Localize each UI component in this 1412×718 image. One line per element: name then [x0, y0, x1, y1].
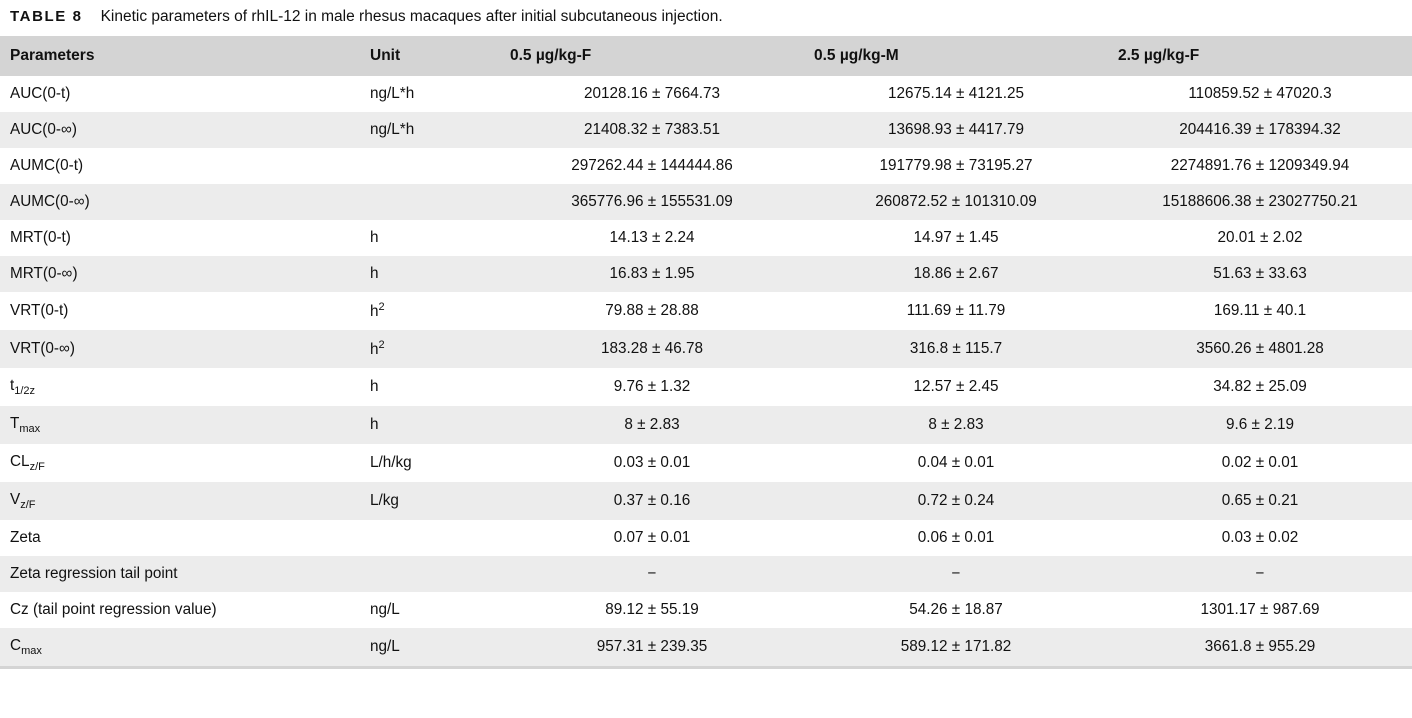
cell-value-3: 20.01 ± 2.02 [1108, 220, 1412, 256]
cell-value-1: − [500, 556, 804, 592]
cell-unit: ng/L*h [360, 76, 500, 112]
cell-unit: $h^2$ [360, 292, 500, 330]
table-row [0, 184, 1412, 220]
cell-parameter: MRT(0-∞) [0, 256, 360, 292]
cell-unit: L/kg [360, 482, 500, 520]
table-row [0, 628, 1412, 666]
cell-parameter: Zeta regression tail point [0, 556, 360, 592]
parameter-subscript: max [19, 423, 41, 436]
cell-parameter: $CL_{z/F}$ [0, 444, 360, 482]
cell-value-2: 0.72 ± 0.24 [804, 482, 1108, 520]
cell-value-2: 0.04 ± 0.01 [804, 444, 1108, 482]
cell-parameter: AUMC(0-∞) [0, 184, 360, 220]
cell-value-3: 2274891.76 ± 1209349.94 [1108, 148, 1412, 184]
cell-parameter: MRT(0-t) [0, 220, 360, 256]
cell-unit: ng/L*h [360, 112, 500, 148]
column-header-dose-05-f: 0.5 µg/kg-F [500, 36, 804, 76]
cell-value-3: 169.11 ± 40.1 [1108, 292, 1412, 330]
cell-value-2: 589.12 ± 171.82 [804, 628, 1108, 666]
table-row [0, 330, 1412, 368]
cell-unit [360, 184, 500, 220]
cell-parameter: Zeta [0, 520, 360, 556]
cell-value-3: 3560.26 ± 4801.28 [1108, 330, 1412, 368]
cell-unit [360, 148, 500, 184]
cell-value-2: − [804, 556, 1108, 592]
table-caption-label: TABLE 8 [10, 8, 83, 25]
cell-value-1: 183.28 ± 46.78 [500, 330, 804, 368]
cell-value-3: 9.6 ± 2.19 [1108, 406, 1412, 444]
column-header-parameters: Parameters [0, 36, 360, 76]
unit-superscript: 2 [378, 339, 385, 352]
table-row [0, 556, 1412, 592]
column-header-dose-05-m: 0.5 µg/kg-M [804, 36, 1108, 76]
parameter-subscript: max [21, 645, 42, 658]
cell-parameter: AUC(0-t) [0, 76, 360, 112]
table-row [0, 112, 1412, 148]
cell-value-2: 54.26 ± 18.87 [804, 592, 1108, 628]
table-caption [0, 0, 1412, 36]
unit-superscript: 2 [378, 301, 385, 313]
cell-value-1: 365776.96 ± 155531.09 [500, 184, 804, 220]
cell-value-2: 13698.93 ± 4417.79 [804, 112, 1108, 148]
cell-unit: ng/L [360, 628, 500, 666]
column-header-unit: Unit [360, 36, 500, 76]
parameter-subscript: 1/2z [14, 385, 36, 398]
parameter-subscript: z/F [20, 499, 36, 512]
cell-parameter: VRT(0-∞) [0, 330, 360, 368]
cell-value-2: 260872.52 ± 101310.09 [804, 184, 1108, 220]
table-row [0, 406, 1412, 444]
table-row [0, 368, 1412, 406]
table-header-row [0, 36, 1412, 76]
cell-value-1: 20128.16 ± 7664.73 [500, 76, 804, 112]
cell-value-3: − [1108, 556, 1412, 592]
table-header [0, 36, 1412, 76]
table-body [0, 76, 1412, 666]
parameter-subscript: z/F [29, 461, 45, 474]
cell-parameter: VRT(0-t) [0, 292, 360, 330]
table-row [0, 520, 1412, 556]
cell-value-2: 18.86 ± 2.67 [804, 256, 1108, 292]
cell-unit [360, 556, 500, 592]
cell-value-1: 16.83 ± 1.95 [500, 256, 804, 292]
column-header-dose-25-f: 2.5 µg/kg-F [1108, 36, 1412, 76]
table-bottom-rule [0, 666, 1412, 669]
cell-value-3: 51.63 ± 33.63 [1108, 256, 1412, 292]
table-row [0, 592, 1412, 628]
cell-parameter: AUMC(0-t) [0, 148, 360, 184]
cell-unit [360, 520, 500, 556]
cell-value-3: 0.03 ± 0.02 [1108, 520, 1412, 556]
cell-value-2: 111.69 ± 11.79 [804, 292, 1108, 330]
cell-unit: $h^2$ [360, 330, 500, 368]
cell-value-1: 79.88 ± 28.88 [500, 292, 804, 330]
cell-value-1: 957.31 ± 239.35 [500, 628, 804, 666]
cell-value-1: 21408.32 ± 7383.51 [500, 112, 804, 148]
cell-value-1: 9.76 ± 1.32 [500, 368, 804, 406]
cell-value-2: 14.97 ± 1.45 [804, 220, 1108, 256]
cell-unit: h [360, 256, 500, 292]
cell-value-3: 1301.17 ± 987.69 [1108, 592, 1412, 628]
cell-value-1: 297262.44 ± 144444.86 [500, 148, 804, 184]
cell-value-1: 0.07 ± 0.01 [500, 520, 804, 556]
cell-unit: L/h/kg [360, 444, 500, 482]
cell-value-1: 0.37 ± 0.16 [500, 482, 804, 520]
cell-unit: h [360, 368, 500, 406]
cell-value-3: 15188606.38 ± 23027750.21 [1108, 184, 1412, 220]
cell-unit: h [360, 220, 500, 256]
cell-value-2: 191779.98 ± 73195.27 [804, 148, 1108, 184]
table-row [0, 148, 1412, 184]
table-row [0, 444, 1412, 482]
table-row [0, 256, 1412, 292]
cell-value-1: 8 ± 2.83 [500, 406, 804, 444]
cell-value-2: 8 ± 2.83 [804, 406, 1108, 444]
cell-value-3: 0.02 ± 0.01 [1108, 444, 1412, 482]
cell-value-1: 14.13 ± 2.24 [500, 220, 804, 256]
cell-value-2: 12675.14 ± 4121.25 [804, 76, 1108, 112]
cell-parameter: $t_{1/2z}$ [0, 368, 360, 406]
cell-parameter: $C_{max}$ [0, 628, 360, 666]
table-row [0, 482, 1412, 520]
cell-value-3: 110859.52 ± 47020.3 [1108, 76, 1412, 112]
cell-value-3: 204416.39 ± 178394.32 [1108, 112, 1412, 148]
cell-value-3: 3661.8 ± 955.29 [1108, 628, 1412, 666]
cell-parameter: $T_{max}$ [0, 406, 360, 444]
cell-value-1: 89.12 ± 55.19 [500, 592, 804, 628]
cell-unit: h [360, 406, 500, 444]
table-row [0, 292, 1412, 330]
cell-unit: ng/L [360, 592, 500, 628]
cell-parameter: $V_{z/F}$ [0, 482, 360, 520]
cell-value-2: 316.8 ± 115.7 [804, 330, 1108, 368]
cell-value-2: 0.06 ± 0.01 [804, 520, 1108, 556]
cell-value-1: 0.03 ± 0.01 [500, 444, 804, 482]
cell-parameter: Cz (tail point regression value) [0, 592, 360, 628]
table-caption-text: Kinetic parameters of rhIL-12 in male rhesus macaques after initial subcutaneous injection. [100, 8, 723, 25]
cell-value-2: 12.57 ± 2.45 [804, 368, 1108, 406]
table-row [0, 220, 1412, 256]
cell-value-3: 34.82 ± 25.09 [1108, 368, 1412, 406]
table-row [0, 76, 1412, 112]
cell-parameter: AUC(0-∞) [0, 112, 360, 148]
cell-value-3: 0.65 ± 0.21 [1108, 482, 1412, 520]
kinetic-parameters-table [0, 36, 1412, 666]
